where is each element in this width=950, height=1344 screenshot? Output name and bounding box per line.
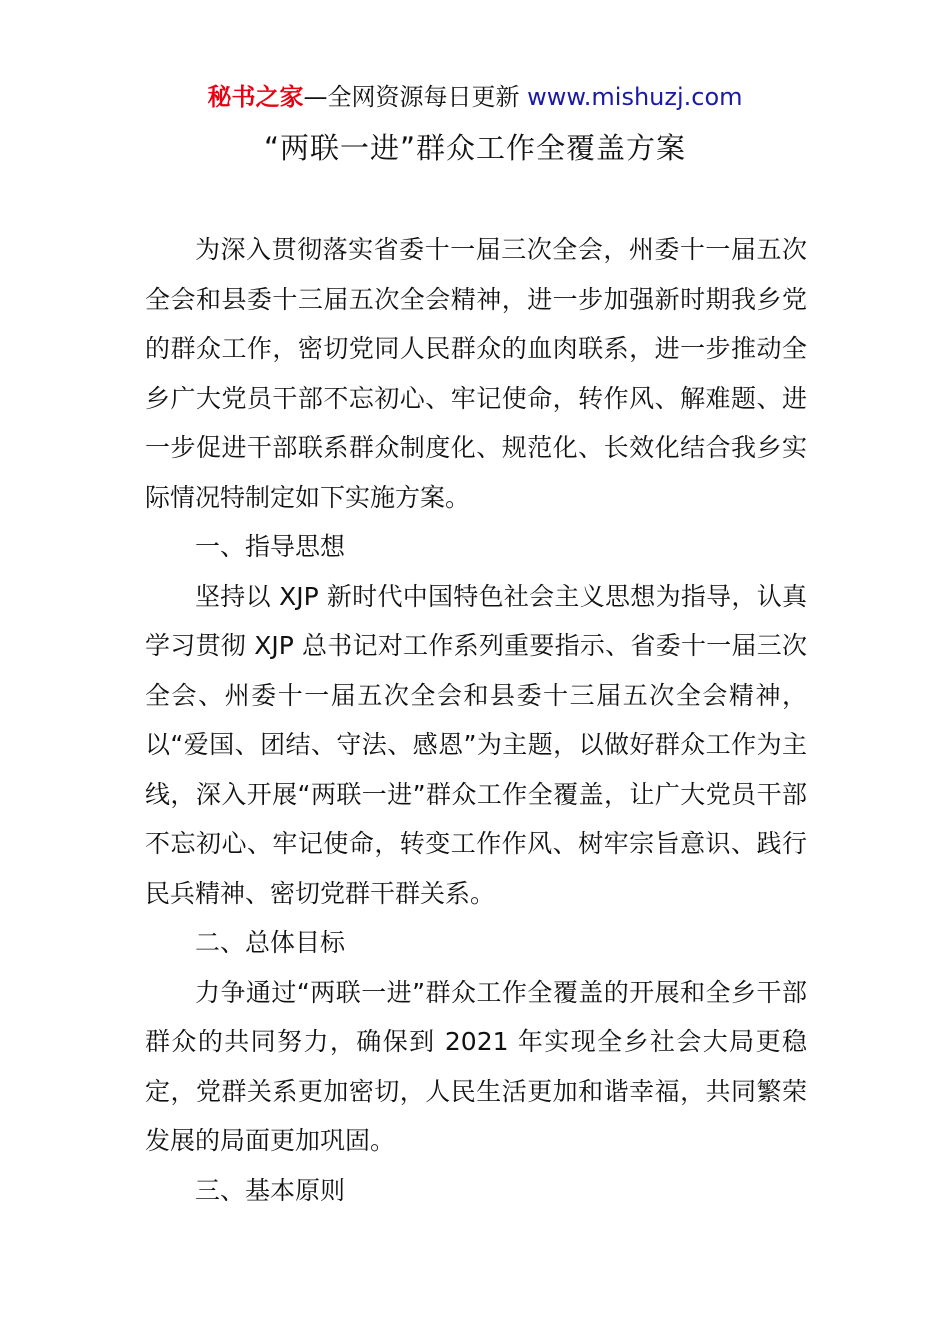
section-paragraph-overall-goal: 力争通过“两联一进”群众工作全覆盖的开展和全乡干部群众的共同努力，确保到 2021 年实现全乡社会大局更稳定，党群关系更加密切，人民生活更加和谐幸福，共同繁荣发展的局面更加巩固。 <box>145 977 807 1155</box>
site-url-link[interactable]: www.mishuzj.com <box>527 83 743 111</box>
section-heading-basic-principles: 三、基本原则 <box>195 1175 346 1205</box>
intro-paragraph: 为深入贯彻落实省委十一届三次全会，州委十一届五次全会和县委十三届五次全会精神，进一步加强新时期我乡党的群众工作，密切党同人民群众的血肉联系，进一步推动全乡广大党员干部不忘初心、牢记使命，转作风、解难题、进一步促进干部联系群众制度化、规范化、长效化结合我乡实际情况特制定如下实施方案。 <box>145 235 807 512</box>
document-title: “两联一进”群众工作全覆盖方案 <box>263 131 687 165</box>
document-body <box>145 225 807 1215</box>
section-paragraph-guiding-ideology: 坚持以 XJP 新时代中国特色社会主义思想为指导，认真学习贯彻 XJP 总书记对工作系列重要指示、省委十一届三次全会、州委十一届五次全会和县委十三届五次全会精神，以“爱国、团结、守法、感恩”为主题，以做好群众工作为主线，深入开展“两联一进”群众工作全覆盖，让广大党员干部不忘初心、牢记使命，转变工作作风、树牢宗旨意识、践行民兵精神、密切党群干群关系。 <box>145 581 807 908</box>
site-tagline: —全网资源每日更新 <box>303 83 520 111</box>
site-header <box>0 82 950 112</box>
section-heading-overall-goal: 二、总体目标 <box>195 928 346 957</box>
brand-name: 秘书之家 <box>207 83 304 111</box>
section-heading-guiding-ideology: 一、指导思想 <box>195 532 346 561</box>
